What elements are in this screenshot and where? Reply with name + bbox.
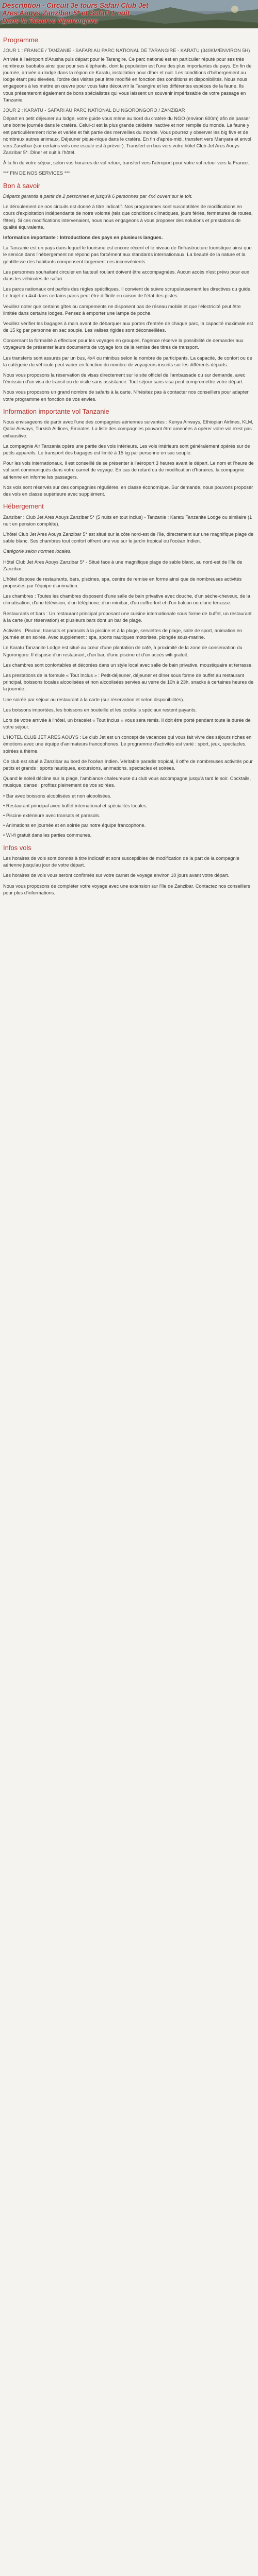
hotel-paragraph: Hôtel Club Jet Ares Aouys Zanzibar 5* - Situé face à une magnifique plage de sable blanc, au nord-est de l'île de Zanzibar. bbox=[3, 559, 243, 571]
page-title bbox=[2, 2, 229, 25]
info-paragraph: Nous vous proposons un grand nombre de safaris à la carte. N'hésitez pas à contacter nos conseillers pour adapter votre programme en fonction de vos envies. bbox=[3, 389, 249, 402]
hotel-paragraph: Activités : Piscine, transats et parasols à la piscine et à la plage, serviettes de plage, salle de sport, animation en journée et en soirée. Avec supplément : spa, sports nautiques motorisés, plongée sous-marine. bbox=[3, 628, 243, 640]
formule-paragraph: Ce club est situé à Zanzibar au bord de l'océan Indien. Véritable paradis tropical, il offre de nombreuses activités pour petits et grands : sports nautiques, excursions, animations, spectacles et soirées. bbox=[3, 758, 253, 771]
info-paragraph: La Tanzanie est un pays dans lequel le tourisme est encore récent et le niveau de l'infrastructure touristique ainsi que le service dans l'hébergement ne répond pas forcément aux standards internationaux. La beauté de la nature et la gentillesse des habitants compensent largement ces inconvénients. bbox=[3, 245, 252, 264]
departure-guarantee: Départs garantis à partir de 2 personnes et jusqu'à 6 personnes par 4x4 ouvert sur le toit. bbox=[3, 194, 193, 199]
hotel-paragraph: Les chambres sont confortables et décorées dans un style local avec salle de bain privative, moustiquaire et terrasse. bbox=[3, 662, 253, 668]
hotel-paragraph: Le Karatu Tanzanite Lodge est situé au cœur d'une plantation de café, à proximité de la zone de conservation du Ngorongoro. Il dispose d'un restaurant, d'un bar, d'une piscine et d'un accès wifi gratuit. bbox=[3, 645, 243, 657]
info-paragraph: Les personnes souhaitant circuler en fauteuil roulant doivent être accompagnées. Aucun accès n'est prévu pour eux dans les véhicules de safari. bbox=[3, 269, 249, 281]
formule-paragraph: Une soirée par séjour au restaurant à la carte (sur réservation et selon disponibilités). bbox=[3, 697, 184, 702]
info-paragraph: Le déroulement de nos circuits est donné à titre indicatif. Nos programmes sont susceptibles de modifications en cours d'exploitation indépendante de notre volonté (tels que conditions climatiques, jours fériés, fermetures de routes, fêtes). Si ces modifications intervenaient, nous nous engageons à vous proposer des solutions et prestations de qualité équivalente. bbox=[3, 204, 253, 230]
info-paragraph: Les parcs nationaux ont parfois des règles spécifiques. Il convient de suivre scrupuleusement les directives du guide. Le trajet en 4x4 dans certains parcs peut être difficile en raison de l'état des pistes. bbox=[3, 286, 252, 299]
flight-paragraph: Pour les vols internationaux, il est conseillé de se présenter à l'aéroport 3 heures avant le départ. Le nom et l'heure de vol sont communiqués dans votre carnet de voyage. En cas de retard ou de modification d'horaires, la compagnie aérienne en informe les passagers. bbox=[3, 461, 254, 480]
day-1-title: JOUR 1 : FRANCE / TANZANIE - SAFARI AU PARC NATIONAL DE TARANGIRE - KARATU (340KM/ENVIRON 5H) bbox=[3, 48, 250, 54]
bon-a-savoir-heading: Bon à savoir bbox=[3, 181, 41, 190]
hotel-paragraph: Restaurants et bars : Un restaurant principal proposant une cuisine internationale sous forme de buffet, un restaurant à la carte (sur réservation) et plusieurs bars dont un bar de plage. bbox=[3, 611, 252, 623]
hebergement-heading: Hébergement bbox=[3, 502, 44, 511]
formule-bullet: • Animations en journée et en soirée par notre équipe francophone. bbox=[3, 823, 146, 828]
formule-paragraph: Lors de votre arrivée à l'hôtel, un bracelet « Tout Inclus » vous sera remis. Il doit être porté pendant toute la durée de votre séjour. bbox=[3, 717, 251, 730]
infos-vols-heading: Infos vols bbox=[3, 843, 31, 852]
flight-paragraph: La compagnie Air Tanzania opère une partie des vols intérieurs. Les vols intérieurs sont généralement opérés sur de petits appareils. Le transport des bagages est limité à 15 kg par personne en sac souple. bbox=[3, 443, 250, 455]
info-paragraph: Les transferts sont assurés par un bus, 4x4 ou minibus selon le nombre de participants. La capacité, de confort ou de la catégorie du véhicule peut varier en fonction du nombre de voyageurs inscrits sur les différents départs. bbox=[3, 355, 252, 367]
hotel-paragraph: L'hôtel dispose de restaurants, bars, piscines, spa, centre de remise en forme ainsi que de nombreuses activités proposées par l'équipe d'animation. bbox=[3, 576, 242, 589]
formule-bullet: • Bar avec boissons alcoolisées et non alcoolisées. bbox=[3, 793, 111, 799]
flight-paragraph: Nous envisageons de partir avec l'une des compagnies aériennes suivantes : Kenya Airways, Ethiopian Airlines, KLM, Qatar Airways, Turkish Airlines, Emirates. La liste des compagnies pouvant être amenées à opérer votre vol n'est pas exhaustive. bbox=[3, 419, 253, 438]
formule-paragraph: Les prestations de la formule « Tout Inclus » : Petit-déjeuner, déjeuner et dîner sous forme de buffet au restaurant principal, boissons locales alcoolisées et non alcoolisées servies au verre de 10h à 23h, snacks à certaines heures de la journée. bbox=[3, 672, 254, 692]
flight-paragraph: Nos vols sont réservés sur des compagnies régulières, en classe économique. Sur demande, nous pouvons proposer des vols en classe supérieure avec supplément. bbox=[3, 484, 253, 497]
formule-paragraph: L'HOTEL CLUB JET ARES AOUYS : Le club Jet est un concept de vacances qui vous fait vivre des séjours riches en émotions avec une équipe d'animateurs francophones. Le programme d'activités est varié : sport, jeux, spectacles, soirées à thème. bbox=[3, 735, 252, 754]
info-paragraph: Information importante : Introductions des pays en plusieurs langues. bbox=[3, 235, 163, 241]
return-note: À la fin de votre séjour, selon vos horaires de vol retour, transfert vers l'aéroport pour votre vol retour vers la France. bbox=[3, 160, 249, 166]
formule-bullet: • Restaurant principal avec buffet international et spécialités locales. bbox=[3, 803, 148, 808]
formule-paragraph: Les boissons importées, les boissons en bouteille et les cocktails spéciaux restent payants. bbox=[3, 707, 197, 713]
day-2-text: Départ en petit déjeuner au lodge, votre guide vous mène au bord du cratère du NGO (environ 600m) afin de passer une bonne journée dans le cratère. Celui-ci est la plus grande caldeira inactive et non remplie du monde. La faune y est particulièrement riche et variée et fait partie des merveilles du monde. Vous pourrez y observer les big five et de nombreux autres animaux. Déjeuner pique-nique dans le cratère. En fin d'après-midi, transfert vers Manyara et envol vers Zanzibar (sur certains vols une escale est à prévoir). Transfert en bus vers votre hôtel Club Jet Ares Aouys Zanzibar 5*. Dîner et nuit à l'hôtel. bbox=[3, 116, 251, 156]
main-content bbox=[0, 28, 258, 896]
formule-bullet: • Wi-fi gratuit dans les parties communes. bbox=[3, 833, 92, 838]
hotel-paragraph: L'hôtel Club Jet Ares Aouys Zanzibar 5* est situé sur la côte nord-est de l'île, directement sur une magnifique plage de sable blanc. Ses chambres tout confort offrent une vue sur le jardin tropical ou l'océan Indien. bbox=[3, 531, 254, 544]
infos-paragraph: Les horaires de vols vous seront confirmés sur votre carnet de voyage environ 10 jours avant votre départ. bbox=[3, 873, 230, 878]
title-line-2: Ares Aouys Zanzibar 5* et Safari 1 nuit bbox=[2, 9, 130, 18]
day-1-text: Arrivée à l'aéroport d'Arusha puis départ pour le Tarangire. Ce parc national est en particulier réputé pour ses très nombreux baobabs ainsi que pour ses éléphants, dont la population est l'une des plus importantes du pays. En fin de journée, arrivée au lodge dans la région de Karatu, installation pour dîner et nuit. Les conditions d'hébergement au lodge étant peu élevées, l'ordre des visites peut être modifié en fonction des conditions et disponibilités. Nous nous engageons à les mettre en œuvre pour vous faire découvrir la Tarangire et les différentes espèces de la faune. Ils vous présenteront également de bons spécialistes qui vous laissent un souvenir impérissable de votre passage en Tanzanie. bbox=[3, 56, 252, 103]
hotel-paragraph: Les chambres : Toutes les chambres disposent d'une salle de bain privative avec douche, d'un sèche-cheveux, de la climatisation, d'une télévision, d'un téléphone, d'un minibar, d'un coffre-fort et d'un balcon ou d'une terrasse. bbox=[3, 594, 250, 606]
end-of-services: *** FIN DE NOS SERVICES *** bbox=[3, 171, 70, 176]
flight-info-heading: Information importante vol Tanzanie bbox=[3, 407, 109, 415]
day-2-title: JOUR 2 : KARATU - SAFARI AU PARC NATIONAL DU NGORONGORO / ZANZIBAR bbox=[3, 107, 185, 113]
programme-heading: Programme bbox=[3, 36, 38, 44]
hotel-paragraph: Catégorie selon normes locales. bbox=[3, 549, 72, 554]
infos-paragraph: Nous vous proposons de compléter votre voyage avec une extension sur l'île de Zanzibar. Contactez nos conseillers pour plus d'informations. bbox=[3, 883, 250, 895]
info-paragraph: Veuillez noter que certains gîtes ou campements ne disposent pas de réseau mobile et que l'électricité peut être limitée dans certains lodges. Pensez à emporter une lampe de poche. bbox=[3, 303, 241, 316]
infos-paragraph: Les horaires de vols sont donnés à titre indicatif et sont susceptibles de modification de la part de la compagnie aérienne jusqu'au jour de votre départ. bbox=[3, 855, 239, 868]
info-paragraph: Nous vous proposons la réservation de visas directement sur le site officiel de l'ambassade ou sur demande, avec l'émission d'un visa de transit ou de visite sans assistance. Tout séjour sans visa peut compromettre votre départ. bbox=[3, 372, 246, 385]
title-line-1: Descriptioн - Circuit 3e tours Safari Club Jet bbox=[2, 2, 149, 9]
title-line-3: Dans la Réserve Ngorongoro bbox=[2, 17, 99, 25]
formule-bullet: • Piscine extérieure avec transats et parasols. bbox=[3, 812, 101, 818]
hotel-paragraph: Zanzibar : Club Jet Ares Aouys Zanzibar 5* (5 nuits en tout inclus) - Tanzanie : Karatu Tanzanite Lodge ou similaire (1 nuit en pension complète). bbox=[3, 514, 252, 527]
info-paragraph: Veuillez vérifier les bagages à main avant de débarquer aux portes d'entrée de chaque parc, la capacité maximale est de 15 kg par personne en sac souple. Les valises rigides sont déconseillées. bbox=[3, 320, 253, 333]
info-paragraph: Concernant la formalité à effectuer pour les voyages en groupes, l'agence réserve la possibilité de demander aux voyageurs de présenter leurs documents de voyage lors de la remise des titres de transport. bbox=[3, 338, 244, 350]
formule-paragraph: Quand le soleil décline sur la plage, l'ambiance chaleureuse du club vous accompagne jusqu'à tard le soir. Cocktails, musique, danse : profitez pleinement de vos soirées. bbox=[3, 776, 251, 788]
header-banner bbox=[0, 0, 258, 28]
